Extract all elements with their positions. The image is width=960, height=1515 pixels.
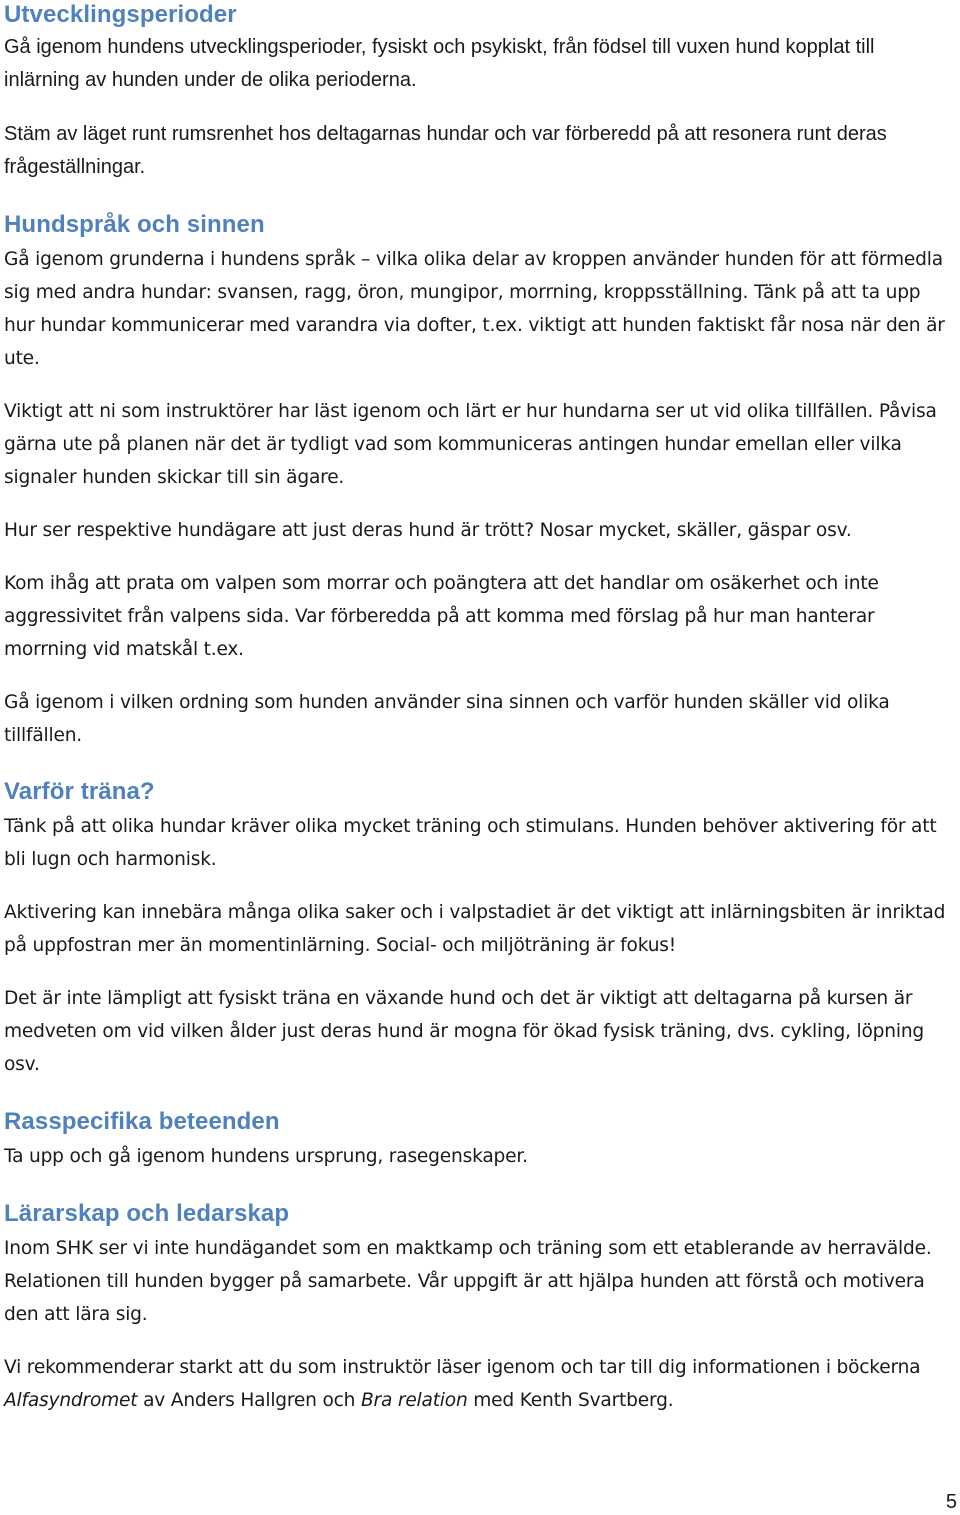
paragraph: Viktigt att ni som instruktörer har läst igenom och lärt er hur hundarna ser ut vid olika tillfällen. Påvisa gärna ute på planen när det är tydligt vad som kommuniceras antingen hundar emellan eller vilka signaler hunden skickar till sin ägare.: [4, 401, 937, 488]
heading-hundsprak: Hundspråk och sinnen: [4, 211, 265, 238]
paragraph: Stäm av läget runt rumsrenhet hos deltagarnas hundar och var förberedd på att resonera runt deras frågeställningar.: [4, 123, 887, 178]
text: med Kenth Svartberg.: [467, 1390, 674, 1411]
heading-lararskap: Lärarskap och ledarskap: [4, 1200, 290, 1227]
heading-varfor-trana: Varför träna?: [4, 778, 155, 805]
paragraph: Gå igenom hundens utvecklingsperioder, fysiskt och psykiskt, från födsel till vuxen hund kopplat till inlärning av hunden under de olika perioderna.: [4, 36, 875, 91]
paragraph: Hur ser respektive hundägare att just deras hund är trött? Nosar mycket, skäller, gäspar osv.: [4, 520, 852, 541]
paragraph: Kom ihåg att prata om valpen som morrar och poängtera att det handlar om osäkerhet och inte aggressivitet från valpens sida. Var förberedda på att komma med förslag på hur man hanterar morrning vid matskål t.ex.: [4, 573, 879, 660]
paragraph: Tänk på att olika hundar kräver olika mycket träning och stimulans. Hunden behöver aktivering för att bli lugn och harmonisk.: [4, 816, 937, 870]
paragraph: Inom SHK ser vi inte hundägandet som en maktkamp och träning som ett etablerande av herravälde. Relationen till hunden bygger på samarbete. Vår uppgift är att hjälpa hunden att förstå och motivera den att lära sig.: [4, 1238, 932, 1325]
heading-rasspecifika: Rasspecifika beteenden: [4, 1108, 280, 1135]
paragraph: Ta upp och gå igenom hundens ursprung, rasegenskaper.: [4, 1146, 528, 1167]
heading-utvecklingsperioder: Utvecklingsperioder: [4, 1, 237, 28]
paragraph: Aktivering kan innebära många olika saker och i valpstadiet är det viktigt att inlärningsbiten är inriktad på uppfostran mer än momentinlärning. Social- och miljöträning är fokus!: [4, 902, 946, 956]
paragraph: [4, 1351, 954, 1417]
text: Vi rekommenderar starkt att du som instruktör läser igenom och tar till dig informationen i böckerna: [4, 1357, 921, 1378]
paragraph: Det är inte lämpligt att fysiskt träna en växande hund och det är viktigt att deltagarna på kursen är medveten om vid vilken ålder just deras hund är mogna för ökad fysisk träning, dvs. cykling, löpning osv.: [4, 988, 925, 1075]
page-number: 5: [945, 1491, 957, 1513]
book-title: Alfasyndromet: [4, 1390, 138, 1411]
text: av Anders Hallgren och: [137, 1390, 361, 1411]
book-title: Bra relation: [360, 1390, 468, 1411]
paragraph: Gå igenom grunderna i hundens språk – vilka olika delar av kroppen använder hunden för att förmedla sig med andra hundar: svansen, ragg, öron, mungipor, morrning, kroppsställning. Tänk på att ta upp hur hundar kommunicerar med varandra via dofter, t.ex. viktigt att hunden faktiskt får nosa när den är ute.: [4, 249, 945, 369]
paragraph: Gå igenom i vilken ordning som hunden använder sina sinnen och varför hunden skäller vid olika tillfällen.: [4, 692, 890, 746]
